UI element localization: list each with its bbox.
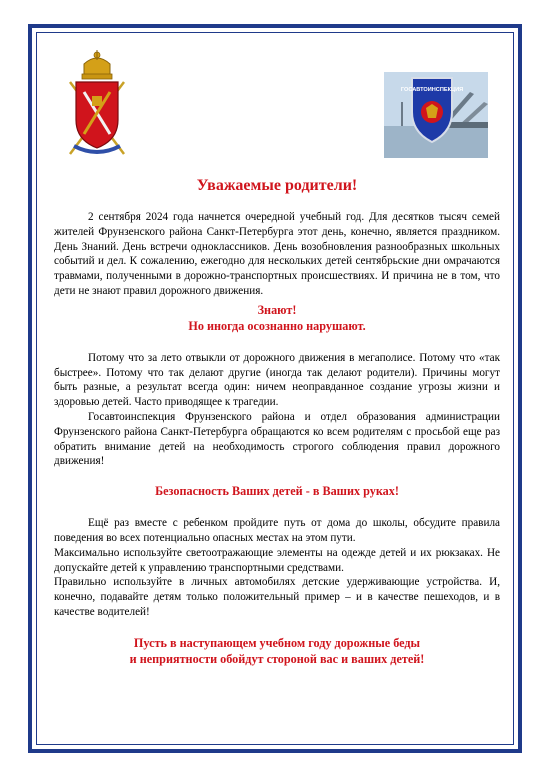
intro-paragraph: 2 сентября 2024 года начнется очередной учебный год. Для десятков тысяч семей жителей Фрунзенского района Санкт-Петербурга этот день, конечно, является праздником. День Знаний. День встречи одноклассников. День возобновления разнообразных школьных событий и дел. К сожалению, ежегодно для нескольких детей сентябрьские дни омрачаются травмами, полученными в дорожно-транспортных происшествиях. И причина не в том, что дети не знают правил дорожного движения. <box>54 211 500 297</box>
closing-line-1: Пусть в наступающем учебном году дорожные беды <box>133 635 421 650</box>
letter-body <box>54 176 500 667</box>
reflective-paragraph: Максимально используйте светоотражающие элементы на одежде детей и их рюкзаках. Не допускайте детей к управлению транспортными средствами. <box>54 546 500 574</box>
reasons-paragraph: Потому что за лето отвыкли от дорожного движения в мегаполисе. Потому что «так быстрее». Потому что так делают другие (иногда так делают родители). Причины могут быть разные, а результат всегда один: ничем неоправданное создание угрозы жизни и здоровью детей. Часто приводящее к трагедии. <box>54 351 500 409</box>
coat-of-arms-icon <box>62 50 132 160</box>
highlight-line-1: Знают! <box>257 302 297 317</box>
closing-line-2: и неприятности обойдут стороной вас и ваших детей! <box>129 651 425 666</box>
car-seat-paragraph: Правильно используйте в личных автомобилях детские удерживающие устройства. И, конечно, подавайте детям только положительный пример – и в качестве пешеходов, и в качестве водителей! <box>54 576 500 618</box>
logo-text: ГОСАВТОИНСПЕКЦИЯ <box>400 87 464 93</box>
route-paragraph: Ещё раз вместе с ребенком пройдите путь от дома до школы, обсудите правила поведения во всех потенциально опасных местах на этом пути. <box>54 517 500 544</box>
traffic-police-emblem <box>384 72 488 158</box>
page-title: Уважаемые родители! <box>196 177 358 194</box>
safety-slogan: Безопасность Ваших детей - в Ваших руках! <box>155 484 399 499</box>
appeal-paragraph: Госавтоинспекция Фрунзенского района и отдел образования администрации Фрунзенского района Санкт-Петербурга обращаются ко всем родителям с просьбой еще раз обратить внимание детей на необходимость строгого соблюдения правил дорожного движения! <box>54 410 500 468</box>
highlight-line-2: Но иногда осознанно нарушают. <box>188 318 366 333</box>
